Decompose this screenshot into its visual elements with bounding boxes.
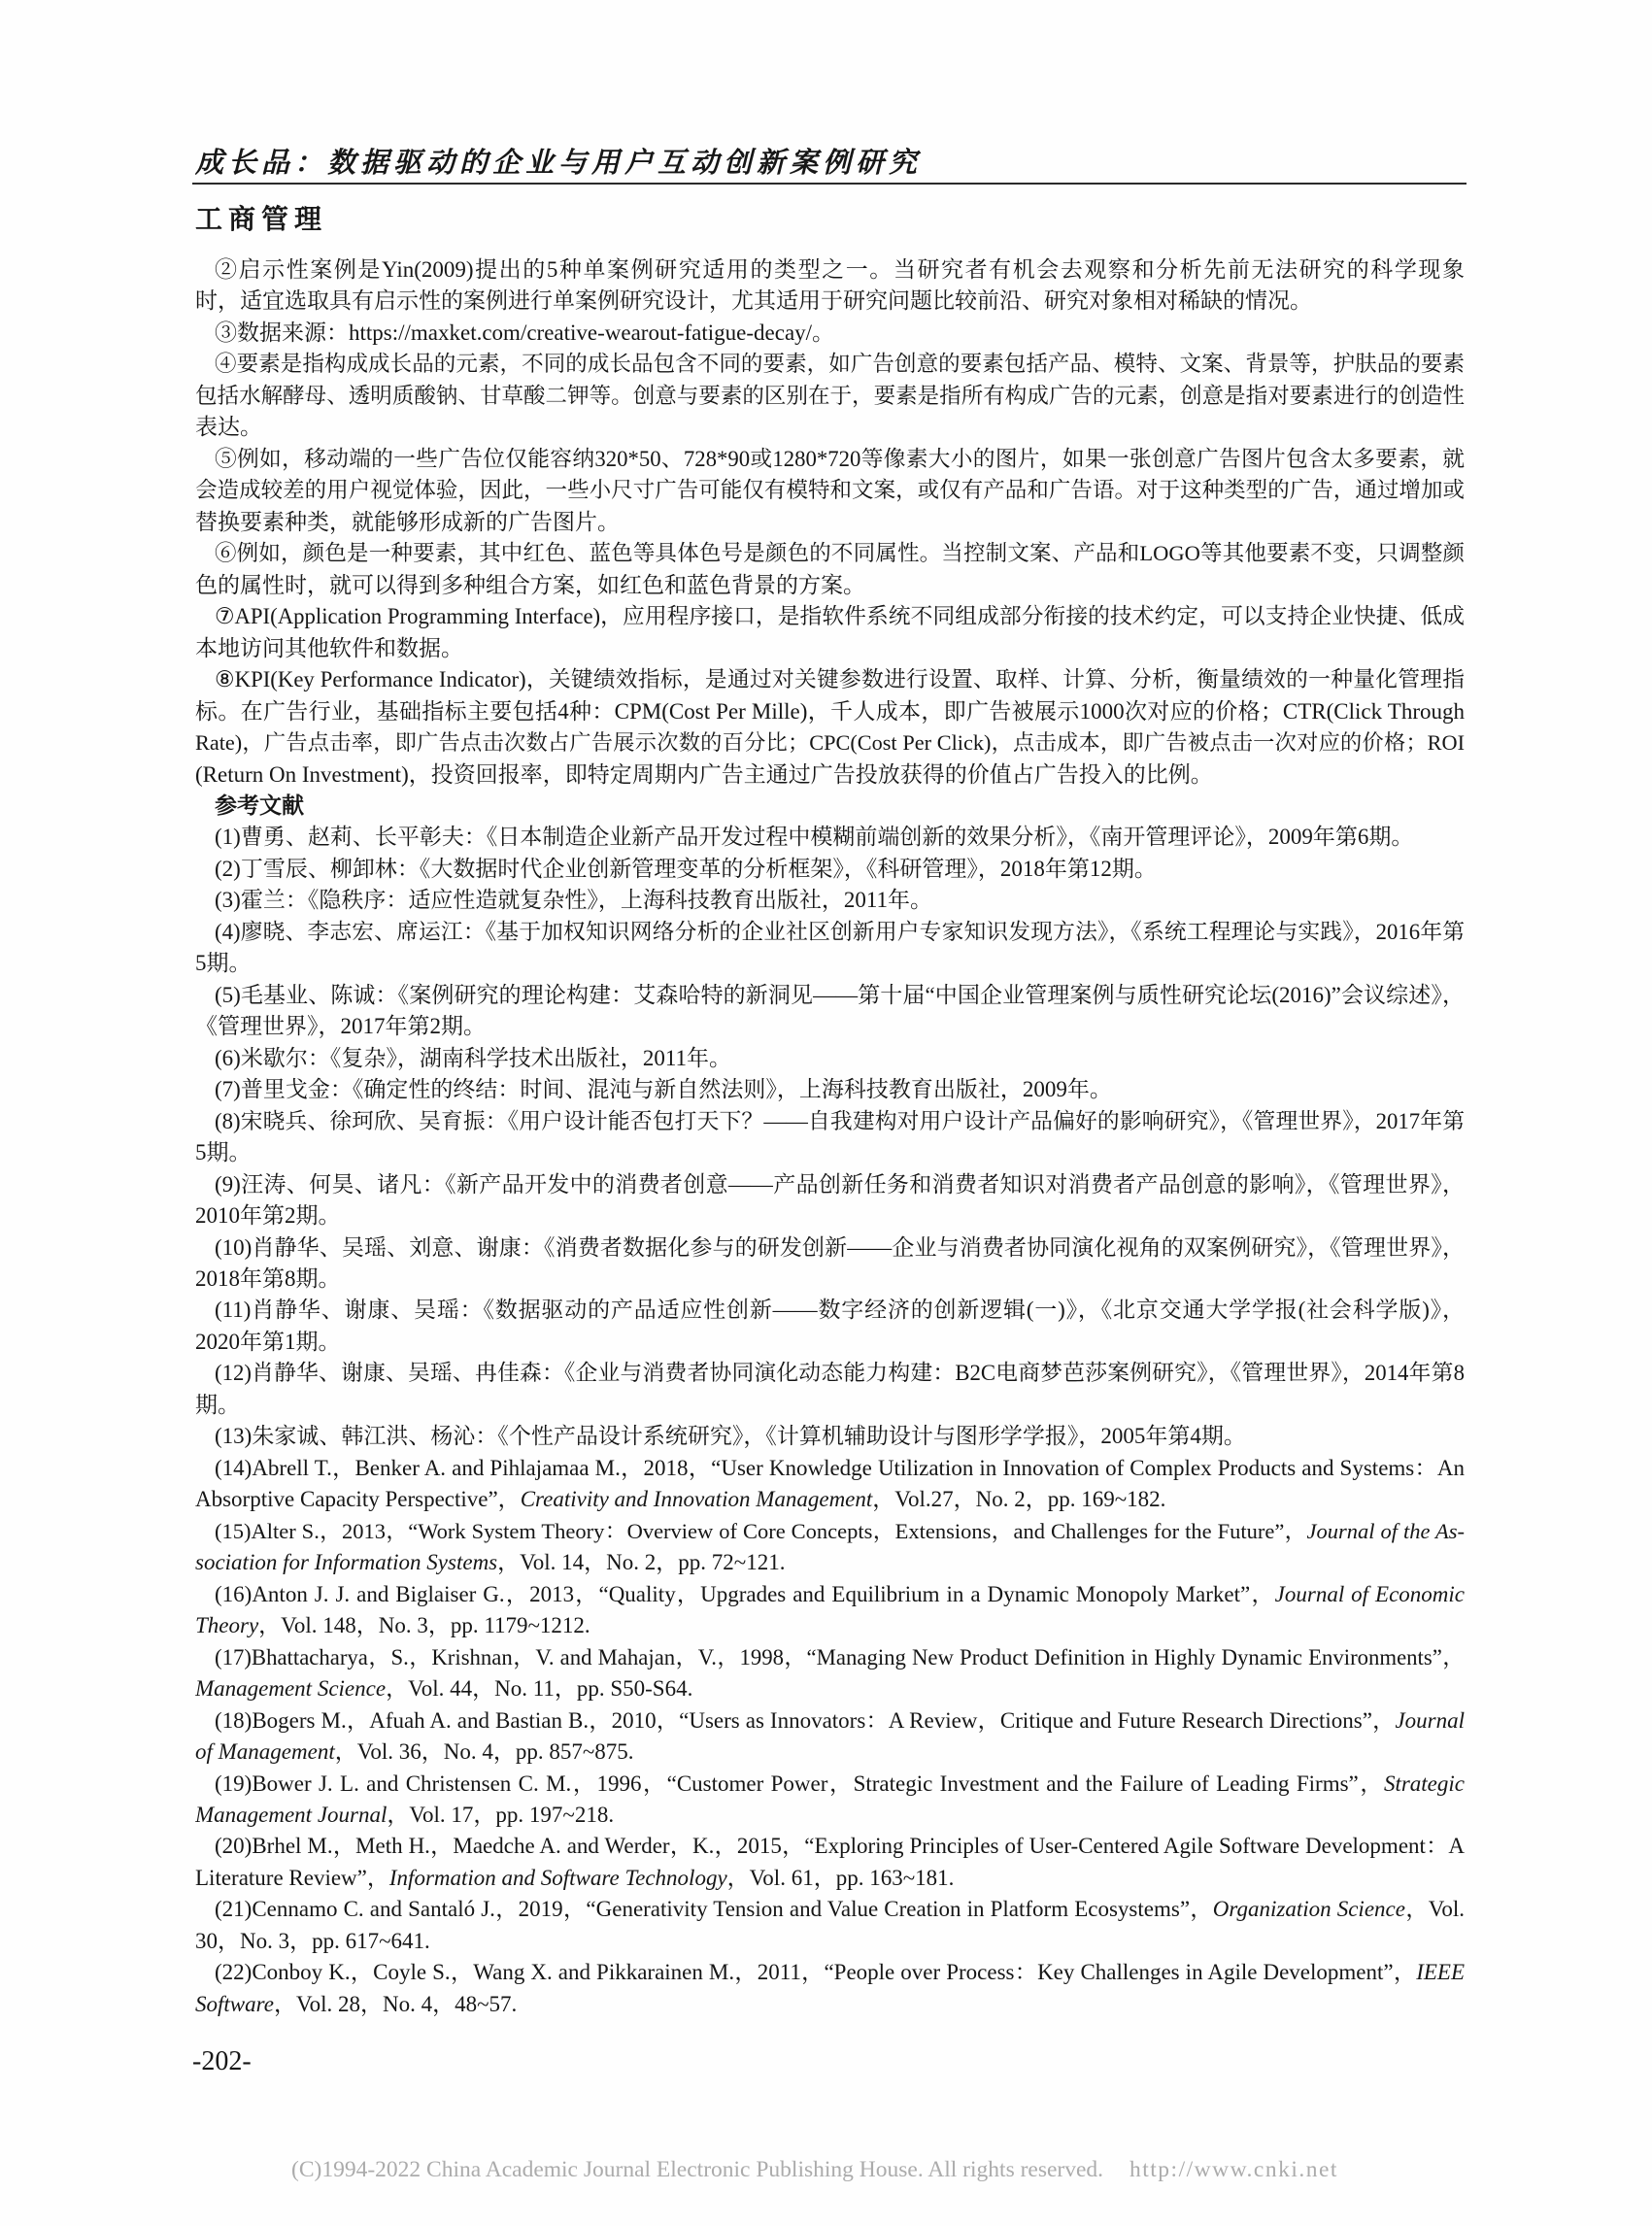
reference-item xyxy=(195,1358,1465,1421)
text-line xyxy=(195,791,1465,822)
text-line xyxy=(195,759,1465,791)
text-line xyxy=(195,570,1465,601)
text-line xyxy=(195,917,1465,948)
journal-name: Organization Science xyxy=(1212,1897,1405,1922)
text-line xyxy=(195,286,1465,317)
text-run: 5期。 xyxy=(195,951,252,976)
text-line xyxy=(195,1106,1465,1137)
reference-item xyxy=(195,822,1465,853)
text-run: (18)Bogers M.，Afuah A. and Bastian B.，2010，“Users as Innovators：A Review，Critique and Future Research Directions”， xyxy=(215,1707,1396,1733)
text-run: ，Vol. 44，No. 11，pp. S50-S64. xyxy=(386,1676,693,1702)
text-run: 表达。 xyxy=(195,415,262,440)
text-run: (2)丁雪辰、柳卸林：《大数据时代企业创新管理变革的分析框架》，《科研管理》，2018年第12期。 xyxy=(215,856,1157,881)
footnote xyxy=(195,318,1465,349)
reference-item xyxy=(195,885,1465,916)
text-run: ，Vol.27，No. 2，pp. 169~182. xyxy=(872,1487,1166,1512)
reference-item xyxy=(195,1232,1465,1296)
text-run: ⑧KPI(Key Performance Indicator)，关键绩效指标，是通过对关键参数进行设置、取样、计算、分析，衡量绩效的一种量化管理指 xyxy=(215,667,1465,692)
text-line xyxy=(195,1863,1465,1894)
text-line xyxy=(195,1169,1465,1200)
journal-name: Creativity and Innovation Management xyxy=(520,1487,873,1512)
text-run: (15)Alter S.，2013，“Work System Theory：Overview of Core Concepts，Extensions，and Challenges for the Future”， xyxy=(215,1518,1307,1543)
text-line xyxy=(195,885,1465,916)
header-rule xyxy=(192,183,1467,185)
copyright-notice: (C)1994-2022 China Academic Journal Electronic Publishing House. All rights reserved. xyxy=(291,2157,1104,2182)
reference-item xyxy=(195,1106,1465,1169)
text-run: ，Vol. 17，pp. 197~218. xyxy=(387,1802,615,1827)
reference-item xyxy=(195,1769,1465,1832)
text-line xyxy=(195,854,1465,885)
text-line xyxy=(195,1989,1465,2020)
text-line xyxy=(195,1769,1465,1800)
text-line xyxy=(195,696,1465,727)
text-line xyxy=(195,1327,1465,1358)
text-run: 本地访问其他软件和数据。 xyxy=(195,635,463,660)
text-run: 标。在广告行业，基础指标主要包括4种：CPM(Cost Per Mille)，千人成本，即广告被展示1000次对应的价格；CTR(Click Through xyxy=(195,698,1465,724)
text-line xyxy=(195,1264,1465,1295)
reference-item xyxy=(195,1579,1465,1642)
journal-name: Theory xyxy=(195,1613,259,1638)
journal-name: Strategic xyxy=(1383,1771,1465,1796)
footnote xyxy=(195,601,1465,664)
text-line xyxy=(195,1642,1465,1673)
text-line xyxy=(195,1390,1465,1421)
page-number: -202- xyxy=(192,2046,252,2076)
text-line xyxy=(195,1295,1465,1326)
text-line xyxy=(195,601,1465,632)
journal-name: Journal of the As- xyxy=(1306,1518,1465,1543)
journal-name: Management Science xyxy=(195,1676,387,1702)
text-run: 包括水解酵母、透明质酸钠、甘草酸二钾等。创意与要素的区别在于，要素是指所有构成广告的元素，创意是指对要素进行的创造性 xyxy=(195,383,1465,408)
text-line xyxy=(195,1421,1465,1452)
text-run: (13)朱家诚、韩江洪、杨沁：《个性产品设计系统研究》，《计算机辅助设计与图形学学报》，2005年第4期。 xyxy=(215,1424,1246,1449)
text-run: ，Vol. 61，pp. 163~181. xyxy=(726,1865,955,1890)
text-line xyxy=(195,1705,1465,1737)
text-run: Literature Review”， xyxy=(195,1865,389,1890)
text-line xyxy=(195,664,1465,695)
text-line xyxy=(195,412,1465,443)
journal-name: Journal xyxy=(1395,1707,1465,1733)
text-run: (6)米歇尔：《复杂》，湖南科学技术出版社，2011年。 xyxy=(215,1045,731,1070)
text-line xyxy=(195,1484,1465,1515)
reference-item xyxy=(195,1295,1465,1358)
text-run: 5期。 xyxy=(195,1140,252,1165)
text-line xyxy=(195,727,1465,759)
text-line xyxy=(195,1074,1465,1105)
text-run: (14)Abrell T.，Benker A. and Pihlajamaa M.，2018，“User Knowledge Utilization in Innovation of Complex Products and Systems：An xyxy=(215,1455,1465,1480)
text-run: ⑥例如，颜色是一种要素，其中红色、蓝色等具体色号是颜色的不同属性。当控制文案、产品和LOGO等其他要素不变，只调整颜 xyxy=(215,541,1465,566)
text-line xyxy=(195,1200,1465,1231)
text-run: 2010年第2期。 xyxy=(195,1203,341,1229)
text-run: 期。 xyxy=(195,1392,240,1417)
journal-name: Information and Software Technology xyxy=(388,1865,727,1890)
text-run: 色的属性时，就可以得到多种组合方案，如红色和蓝色背景的方案。 xyxy=(195,572,865,597)
reference-item xyxy=(195,1642,1465,1705)
text-line xyxy=(195,1453,1465,1484)
text-run: ⑦API(Application Programming Interface)，应用程序接口，是指软件系统不同组成部分衔接的技术约定，可以支持企业快捷、低成 xyxy=(215,604,1465,629)
text-run: ，Vol. 148，No. 3，pp. 1179~1212. xyxy=(258,1613,590,1638)
text-line xyxy=(195,1011,1465,1042)
text-line xyxy=(195,980,1465,1011)
text-run: (12)肖静华、谢康、吴瑶、冉佳森：《企业与消费者协同演化动态能力构建：B2C电商梦芭莎案例研究》，《管理世界》，2014年第8 xyxy=(215,1361,1465,1386)
text-line xyxy=(195,349,1465,380)
text-line xyxy=(195,1516,1465,1547)
footnote xyxy=(195,444,1465,538)
reference-item xyxy=(195,1705,1465,1769)
text-run: 时，适宜选取具有启示性的案例进行单案例研究设计，尤其适用于研究问题比较前沿、研究对象相对稀缺的情况。 xyxy=(195,288,1312,314)
journal-name: Software xyxy=(195,1991,274,2016)
reference-item xyxy=(195,1169,1465,1232)
text-run: ③数据来源：https://maxket.com/creative-wearout-fatigue-decay/。 xyxy=(215,320,835,345)
text-run: (9)汪涛、何昊、诸凡：《新产品开发中的消费者创意——产品创新任务和消费者知识对消费者产品创意的影响》，《管理世界》， xyxy=(215,1171,1465,1197)
reference-item xyxy=(195,1453,1465,1516)
text-run: ，Vol. xyxy=(1404,1897,1465,1922)
text-run: ，Vol. 28，No. 4，48~57. xyxy=(273,1991,518,2016)
text-run: 30，No. 3，pp. 617~641. xyxy=(195,1928,430,1953)
footnote xyxy=(195,664,1465,791)
reference-item xyxy=(195,1421,1465,1452)
journal-name: IEEE xyxy=(1416,1960,1465,1985)
text-run: 《管理世界》，2017年第2期。 xyxy=(195,1014,486,1039)
text-run: 2018年第8期。 xyxy=(195,1266,341,1291)
text-line xyxy=(195,1137,1465,1168)
text-line xyxy=(195,822,1465,853)
text-line xyxy=(195,1926,1465,1957)
text-line xyxy=(195,948,1465,979)
reference-item xyxy=(195,1831,1465,1894)
journal-name: Management Journal xyxy=(195,1802,388,1827)
section-name: 工商管理 xyxy=(195,205,328,235)
journal-name: of Management xyxy=(195,1739,335,1765)
text-run: (11)肖静华、谢康、吴瑶：《数据驱动的产品适应性创新——数字经济的创新逻辑(一)》，《北京交通大学学报(社会科学版)》， xyxy=(215,1298,1465,1323)
footnote xyxy=(195,349,1465,443)
text-line xyxy=(195,1737,1465,1768)
text-line xyxy=(195,1957,1465,1988)
text-line xyxy=(195,1043,1465,1074)
text-run: (17)Bhattacharya，S.，Krishnan，V. and Mahajan，V.，1998，“Managing New Product Definition in Highly Dynamic Environments”， xyxy=(215,1644,1465,1670)
references-heading: 参考文献 xyxy=(215,793,304,818)
reference-item xyxy=(195,980,1465,1043)
text-line xyxy=(195,507,1465,538)
text-run: (10)肖静华、吴瑶、刘意、谢康：《消费者数据化参与的研发创新——企业与消费者协同演化视角的双案例研究》，《管理世界》， xyxy=(215,1234,1465,1260)
text-run: (22)Conboy K.，Coyle S.，Wang X. and Pikkarainen M.，2011，“People over Process：Key Challenges in Agile Development”， xyxy=(215,1960,1417,1985)
text-run: (20)Brhel M.，Meth H.，Maedche A. and Werder，K.，2015，“Exploring Principles of User-Centered Agile Software Development：A xyxy=(215,1834,1465,1859)
text-run: 替换要素种类，就能够形成新的广告图片。 xyxy=(195,509,620,534)
reference-item xyxy=(195,1894,1465,1957)
text-run: 2020年第1期。 xyxy=(195,1329,341,1354)
text-line xyxy=(195,444,1465,475)
text-line xyxy=(195,1831,1465,1862)
reference-item xyxy=(195,1043,1465,1074)
references-section-heading xyxy=(195,791,1465,822)
text-run: (7)普里戈金：《确定性的终结：时间、混沌与新自然法则》，上海科技教育出版社，2009年。 xyxy=(215,1077,1112,1102)
reference-item xyxy=(195,1957,1465,2020)
reference-item xyxy=(195,917,1465,980)
text-run: (16)Anton J. J. and Biglaiser G.，2013，“Quality，Upgrades and Equilibrium in a Dynamic Monopoly Market”， xyxy=(215,1581,1275,1606)
text-run: ④要素是指构成成长品的元素，不同的成长品包含不同的要素，如广告创意的要素包括产品、模特、文案、背景等，护肤品的要素 xyxy=(215,352,1465,377)
text-line xyxy=(195,1610,1465,1641)
text-line xyxy=(195,381,1465,412)
reference-item xyxy=(195,854,1465,885)
footnote xyxy=(195,254,1465,318)
reference-item xyxy=(195,1074,1465,1105)
text-run: Absorptive Capacity Perspective”， xyxy=(195,1487,521,1512)
text-line xyxy=(195,1800,1465,1831)
text-line xyxy=(195,475,1465,506)
text-line xyxy=(195,633,1465,664)
text-run: (5)毛基业、陈诚：《案例研究的理论构建：艾森哈特的新洞见——第十届“中国企业管理案例与质性研究论坛(2016)”会议综述》， xyxy=(215,982,1465,1007)
reference-item xyxy=(195,1516,1465,1579)
text-run: (19)Bower J. L. and Christensen C. M.，1996，“Customer Power，Strategic Investment and the Failure of Leading Firms”， xyxy=(215,1771,1384,1796)
footnote xyxy=(195,538,1465,601)
text-line xyxy=(195,1673,1465,1704)
text-line xyxy=(195,1358,1465,1389)
text-run: 会造成较差的用户视觉体验，因此，一些小尺寸广告可能仅有模特和文案，或仅有产品和广告语。对于这种类型的广告，通过增加或 xyxy=(195,478,1465,503)
text-run: ，Vol. 14，No. 2，pp. 72~121. xyxy=(497,1550,786,1575)
text-line xyxy=(195,1232,1465,1264)
text-line xyxy=(195,1894,1465,1925)
text-line xyxy=(195,538,1465,569)
text-run: (1)曹勇、赵莉、长平彰夫：《日本制造企业新产品开发过程中模糊前端创新的效果分析》，《南开管理评论》，2009年第6期。 xyxy=(215,825,1414,850)
body-text xyxy=(195,254,1465,2020)
text-line xyxy=(195,1547,1465,1578)
text-run: ⑤例如，移动端的一些广告位仅能容纳320*50、728*90或1280*720等像素大小的图片，如果一张创意广告图片包含太多要素，就 xyxy=(215,446,1465,471)
journal-name: Journal of Economic xyxy=(1274,1581,1465,1606)
text-line xyxy=(195,1579,1465,1610)
footer xyxy=(0,2155,1652,2184)
text-run: (21)Cennamo C. and Santaló J.，2019，“Generativity Tension and Value Creation in Platform Ecosystems”， xyxy=(215,1897,1213,1922)
running-title: 成长品：数据驱动的企业与用户互动创新案例研究 xyxy=(195,148,923,179)
text-line xyxy=(195,318,1465,349)
text-run: (4)廖晓、李志宏、席运江：《基于加权知识网络分析的企业社区创新用户专家知识发现方法》，《系统工程理论与实践》，2016年第 xyxy=(215,919,1465,944)
text-run: ②启示性案例是Yin(2009)提出的5种单案例研究适用的类型之一。当研究者有机会去观察和分析先前无法研究的科学现象 xyxy=(215,257,1465,282)
text-line xyxy=(195,254,1465,286)
journal-name: sociation for Information Systems xyxy=(195,1550,498,1575)
text-run: (3)霍兰：《隐秩序：适应性造就复杂性》，上海科技教育出版社，2011年。 xyxy=(215,888,932,913)
text-run: (Return On Investment)，投资回报率，即特定周期内广告主通过广告投放获得的价值占广告投入的比例。 xyxy=(195,761,1213,787)
footer-url: http://www.cnki.net xyxy=(1129,2157,1338,2182)
text-run: (8)宋晓兵、徐珂欣、吴育振：《用户设计能否包打天下？——自我建构对用户设计产品偏好的影响研究》，《管理世界》，2017年第 xyxy=(215,1108,1465,1133)
text-run: ，Vol. 36，No. 4，pp. 857~875. xyxy=(334,1739,634,1765)
text-run: Rate)，广告点击率，即广告点击次数占广告展示次数的百分比；CPC(Cost Per Click)，点击成本，即广告被点击一次对应的价格；ROI xyxy=(195,730,1465,756)
